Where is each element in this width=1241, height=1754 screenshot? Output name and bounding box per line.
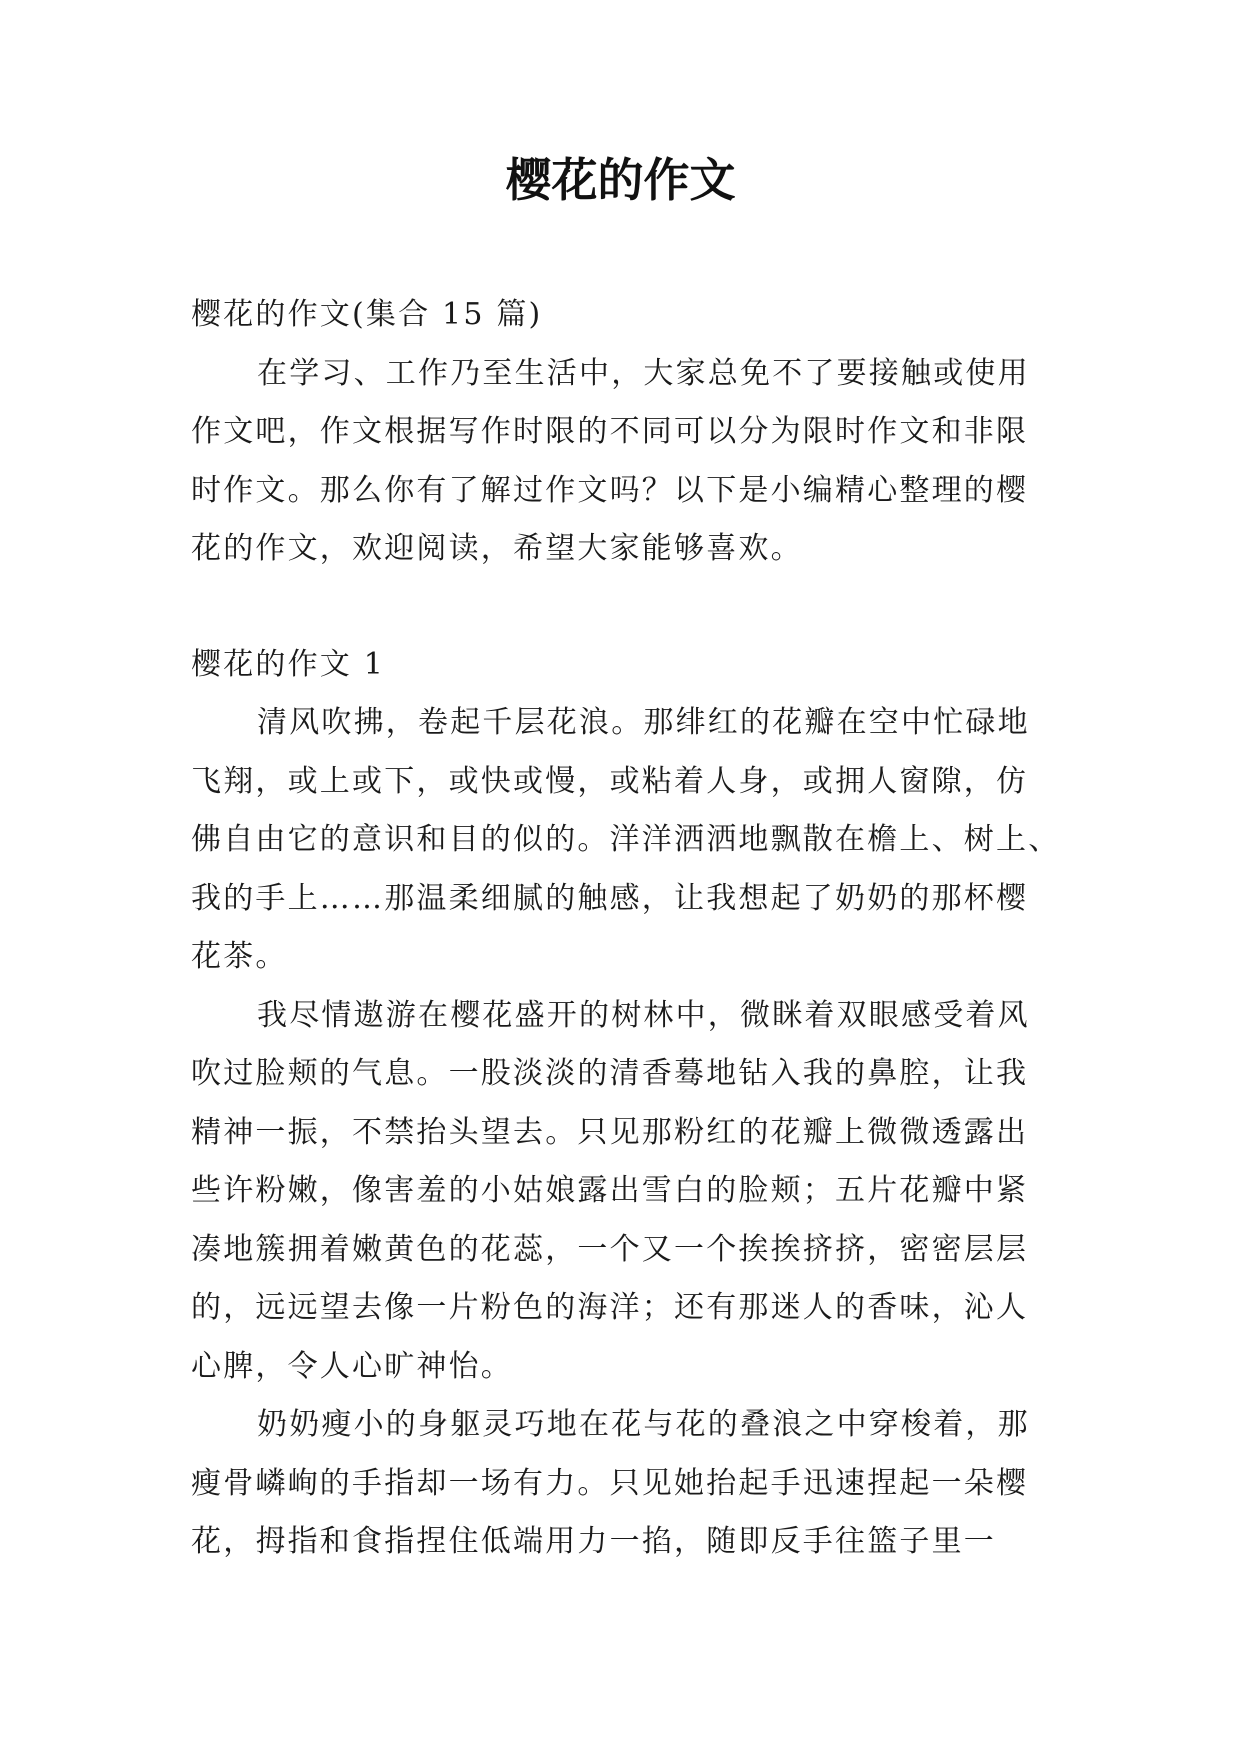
paragraph-line: 在学习、工作乃至生活中，大家总免不了要接触或使用	[257, 355, 1030, 391]
paragraph-line: 飞翔，或上或下，或快或慢，或粘着人身，或拥人窗隙，仿	[191, 763, 1029, 799]
section-heading: 樱花的作文 1	[191, 646, 386, 682]
paragraph-line: 些许粉嫩，像害羞的小姑娘露出雪白的脸颊；五片花瓣中紧	[191, 1173, 1029, 1208]
body-paragraph	[191, 987, 1055, 1397]
paragraph-line: 吹过脸颊的气息。一股淡淡的清香蓦地钻入我的鼻腔，让我	[191, 1056, 1029, 1091]
paragraph-line: 佛自由它的意识和目的似的。洋洋洒洒地飘散在檐上、树上、	[191, 822, 1061, 857]
document-body	[191, 286, 1061, 1572]
paragraph-line: 我的手上……那温柔细腻的触感，让我想起了奶奶的那杯樱	[191, 880, 1029, 916]
paragraph-line: 心脾，令人心旷神怡。	[191, 1348, 513, 1384]
paragraph-line: 凑地簇拥着嫩黄色的花蕊，一个又一个挨挨挤挤，密密层层	[191, 1231, 1029, 1267]
intro-paragraph	[191, 345, 1055, 579]
paragraph-line: 花，拇指和食指捏住低端用力一掐，随即反手往篮子里一	[191, 1524, 996, 1559]
document-title: 樱花的作文	[505, 153, 736, 207]
paragraph-line: 时作文。那么你有了解过作文吗？以下是小编精心整理的樱	[191, 472, 1029, 508]
section-spacer	[191, 579, 1055, 636]
body-paragraph	[191, 1396, 1055, 1572]
body-paragraph	[191, 694, 1061, 987]
paragraph-line: 我尽情遨游在樱花盛开的树林中，微眯着双眼感受着风	[257, 997, 1030, 1033]
paragraph-line: 花茶。	[191, 939, 288, 974]
paragraph-line: 瘦骨嶙峋的手指却一场有力。只见她抬起手迅速捏起一朵樱	[191, 1465, 1029, 1501]
paragraph-line: 清风吹拂，卷起千层花浪。那绯红的花瓣在空中忙碌地	[257, 705, 1030, 740]
paragraph-line: 精神一振，不禁抬头望去。只见那粉红的花瓣上微微透露出	[191, 1114, 1029, 1150]
paragraph-line: 作文吧，作文根据写作时限的不同可以分为限时作文和非限	[191, 414, 1029, 449]
collection-subtitle: 樱花的作文(集合 15 篇)	[191, 297, 543, 332]
paragraph-line: 的，远远望去像一片粉色的海洋；还有那迷人的香味，沁人	[191, 1290, 1029, 1325]
paragraph-line: 奶奶瘦小的身躯灵巧地在花与花的叠浪之中穿梭着，那	[257, 1407, 1030, 1442]
paragraph-line: 花的作文，欢迎阅读，希望大家能够喜欢。	[191, 531, 803, 566]
